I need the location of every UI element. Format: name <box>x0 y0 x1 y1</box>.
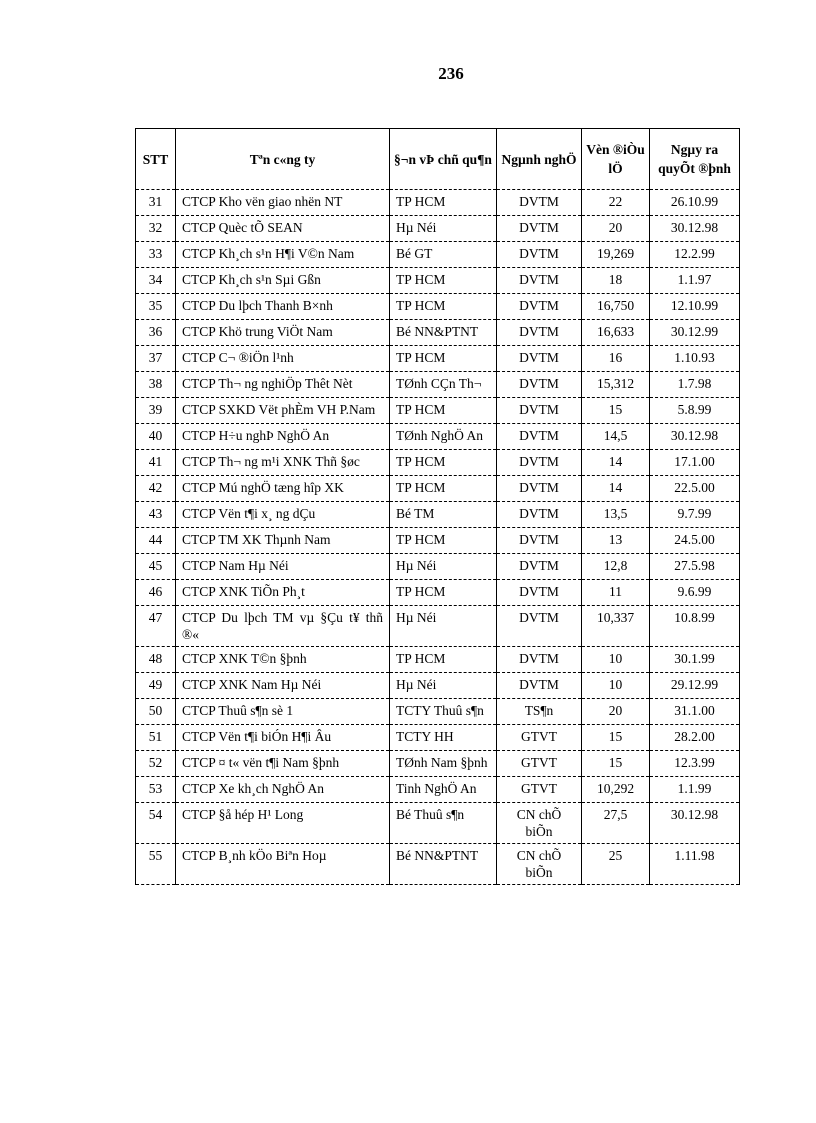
cell-owner: TCTY Thuû s¶n <box>390 699 497 725</box>
table-row <box>136 803 740 844</box>
cell-industry: DVTM <box>497 346 582 372</box>
table-row <box>136 242 740 268</box>
header-capital: Vèn ®iÒu lÖ <box>582 129 650 190</box>
cell-company: CTCP Xe kh¸ch NghÖ An <box>176 777 390 803</box>
cell-owner: TP HCM <box>390 528 497 554</box>
cell-industry: DVTM <box>497 528 582 554</box>
table-row <box>136 320 740 346</box>
cell-industry: DVTM <box>497 242 582 268</box>
cell-stt: 53 <box>136 777 176 803</box>
cell-stt: 32 <box>136 216 176 242</box>
header-stt: STT <box>136 129 176 190</box>
cell-industry: DVTM <box>497 190 582 216</box>
table-row <box>136 528 740 554</box>
cell-owner: TØnh Nam §þnh <box>390 751 497 777</box>
cell-company: CTCP §å hép H¹ Long <box>176 803 390 844</box>
cell-owner: TP HCM <box>390 268 497 294</box>
header-industry: Ngµnh nghÖ <box>497 129 582 190</box>
cell-stt: 55 <box>136 844 176 885</box>
table-row <box>136 190 740 216</box>
table-row <box>136 580 740 606</box>
cell-stt: 35 <box>136 294 176 320</box>
cell-company: CTCP Kh¸ch s¹n H¶i V©n Nam <box>176 242 390 268</box>
table-row <box>136 844 740 885</box>
cell-stt: 34 <box>136 268 176 294</box>
cell-capital: 19,269 <box>582 242 650 268</box>
cell-industry: CN chÕ biÕn <box>497 844 582 885</box>
cell-stt: 51 <box>136 725 176 751</box>
cell-industry: DVTM <box>497 268 582 294</box>
cell-capital: 14 <box>582 450 650 476</box>
cell-date: 29.12.99 <box>650 673 740 699</box>
cell-industry: GTVT <box>497 777 582 803</box>
cell-date: 28.2.00 <box>650 725 740 751</box>
cell-date: 30.12.99 <box>650 320 740 346</box>
cell-capital: 15,312 <box>582 372 650 398</box>
table-row <box>136 554 740 580</box>
table-row <box>136 424 740 450</box>
cell-date: 30.12.98 <box>650 803 740 844</box>
cell-date: 22.5.00 <box>650 476 740 502</box>
cell-industry: DVTM <box>497 398 582 424</box>
header-date: Ngµy ra quyÕt ®þnh <box>650 129 740 190</box>
cell-stt: 42 <box>136 476 176 502</box>
cell-company: CTCP ¤ t« vën t¶i Nam §þnh <box>176 751 390 777</box>
cell-industry: DVTM <box>497 554 582 580</box>
cell-stt: 46 <box>136 580 176 606</box>
cell-capital: 20 <box>582 216 650 242</box>
cell-capital: 10,292 <box>582 777 650 803</box>
header-owner: §¬n vÞ chñ qu¶n <box>390 129 497 190</box>
cell-date: 5.8.99 <box>650 398 740 424</box>
cell-owner: TCTY HH <box>390 725 497 751</box>
cell-industry: DVTM <box>497 424 582 450</box>
cell-owner: Hµ Néi <box>390 606 497 647</box>
page-number: 236 <box>438 64 464 83</box>
cell-owner: Hµ Néi <box>390 554 497 580</box>
cell-industry: DVTM <box>497 294 582 320</box>
cell-company: CTCP Du lþch TM vµ §Çu t¥ thñ ®« <box>176 606 390 647</box>
cell-capital: 20 <box>582 699 650 725</box>
cell-stt: 49 <box>136 673 176 699</box>
cell-date: 1.1.99 <box>650 777 740 803</box>
cell-capital: 10 <box>582 673 650 699</box>
cell-capital: 13,5 <box>582 502 650 528</box>
cell-date: 31.1.00 <box>650 699 740 725</box>
cell-owner: TP HCM <box>390 190 497 216</box>
cell-industry: DVTM <box>497 320 582 346</box>
table-row <box>136 294 740 320</box>
cell-industry: DVTM <box>497 216 582 242</box>
cell-industry: TS¶n <box>497 699 582 725</box>
cell-company: CTCP Kh¸ch s¹n Sµi Gßn <box>176 268 390 294</box>
cell-stt: 38 <box>136 372 176 398</box>
enterprise-table <box>135 128 740 885</box>
table-header-row <box>136 129 740 190</box>
cell-capital: 14,5 <box>582 424 650 450</box>
cell-stt: 52 <box>136 751 176 777</box>
cell-stt: 36 <box>136 320 176 346</box>
cell-owner: TØnh CÇn Th¬ <box>390 372 497 398</box>
cell-stt: 50 <box>136 699 176 725</box>
cell-industry: DVTM <box>497 580 582 606</box>
cell-owner: TP HCM <box>390 580 497 606</box>
cell-capital: 10 <box>582 647 650 673</box>
table-row <box>136 216 740 242</box>
cell-company: CTCP Du lþch Thanh B×nh <box>176 294 390 320</box>
cell-date: 24.5.00 <box>650 528 740 554</box>
cell-capital: 10,337 <box>582 606 650 647</box>
cell-owner: Bé NN&PTNT <box>390 844 497 885</box>
cell-company: CTCP Mú nghÖ tæng hîp XK <box>176 476 390 502</box>
cell-stt: 40 <box>136 424 176 450</box>
table-row <box>136 398 740 424</box>
table-row <box>136 751 740 777</box>
cell-company: CTCP TM XK Thµnh Nam <box>176 528 390 554</box>
table-row <box>136 476 740 502</box>
cell-date: 10.8.99 <box>650 606 740 647</box>
cell-owner: Bé Thuû s¶n <box>390 803 497 844</box>
cell-date: 1.11.98 <box>650 844 740 885</box>
cell-capital: 27,5 <box>582 803 650 844</box>
cell-stt: 45 <box>136 554 176 580</box>
cell-capital: 22 <box>582 190 650 216</box>
cell-capital: 11 <box>582 580 650 606</box>
table-row <box>136 673 740 699</box>
cell-date: 9.6.99 <box>650 580 740 606</box>
cell-owner: Tinh NghÖ An <box>390 777 497 803</box>
header-company: Tªn c«ng ty <box>176 129 390 190</box>
cell-company: CTCP Vën t¶i biÓn H¶i Âu <box>176 725 390 751</box>
cell-date: 1.1.97 <box>650 268 740 294</box>
cell-industry: DVTM <box>497 476 582 502</box>
cell-capital: 16,750 <box>582 294 650 320</box>
table-row <box>136 372 740 398</box>
cell-industry: DVTM <box>497 502 582 528</box>
cell-date: 27.5.98 <box>650 554 740 580</box>
cell-capital: 25 <box>582 844 650 885</box>
cell-company: CTCP Quèc tÕ SEAN <box>176 216 390 242</box>
table-row <box>136 725 740 751</box>
cell-industry: DVTM <box>497 606 582 647</box>
cell-stt: 33 <box>136 242 176 268</box>
cell-owner: TP HCM <box>390 346 497 372</box>
cell-date: 17.1.00 <box>650 450 740 476</box>
cell-industry: DVTM <box>497 372 582 398</box>
cell-date: 26.10.99 <box>650 190 740 216</box>
cell-stt: 44 <box>136 528 176 554</box>
cell-company: CTCP Kho vën giao nhën NT <box>176 190 390 216</box>
table-row <box>136 268 740 294</box>
table-row <box>136 647 740 673</box>
table-row <box>136 502 740 528</box>
cell-owner: TP HCM <box>390 647 497 673</box>
cell-capital: 15 <box>582 751 650 777</box>
cell-company: CTCP XNK T©n §þnh <box>176 647 390 673</box>
cell-capital: 16,633 <box>582 320 650 346</box>
cell-owner: Hµ Néi <box>390 673 497 699</box>
cell-stt: 37 <box>136 346 176 372</box>
table-row <box>136 777 740 803</box>
cell-owner: TP HCM <box>390 294 497 320</box>
cell-stt: 31 <box>136 190 176 216</box>
cell-stt: 43 <box>136 502 176 528</box>
cell-capital: 12,8 <box>582 554 650 580</box>
cell-company: CTCP H÷u nghÞ NghÖ An <box>176 424 390 450</box>
cell-date: 12.3.99 <box>650 751 740 777</box>
cell-stt: 39 <box>136 398 176 424</box>
cell-stt: 47 <box>136 606 176 647</box>
cell-capital: 15 <box>582 398 650 424</box>
cell-owner: Bé GT <box>390 242 497 268</box>
cell-company: CTCP XNK TiÕn Ph¸t <box>176 580 390 606</box>
cell-company: CTCP Thuû s¶n sè 1 <box>176 699 390 725</box>
cell-capital: 13 <box>582 528 650 554</box>
cell-industry: DVTM <box>497 673 582 699</box>
table-row <box>136 450 740 476</box>
cell-capital: 15 <box>582 725 650 751</box>
cell-capital: 14 <box>582 476 650 502</box>
cell-date: 30.12.98 <box>650 216 740 242</box>
cell-capital: 16 <box>582 346 650 372</box>
cell-company: CTCP Vën t¶i x¸ ng dÇu <box>176 502 390 528</box>
cell-company: CTCP XNK Nam Hµ Néi <box>176 673 390 699</box>
cell-owner: Bé NN&PTNT <box>390 320 497 346</box>
cell-industry: DVTM <box>497 450 582 476</box>
cell-date: 1.10.93 <box>650 346 740 372</box>
cell-owner: TP HCM <box>390 398 497 424</box>
cell-company: CTCP C¬ ®iÖn l¹nh <box>176 346 390 372</box>
cell-company: CTCP Th¬ ng m¹i XNK Thñ §øc <box>176 450 390 476</box>
cell-company: CTCP SXKD Vët phÈm VH P.Nam <box>176 398 390 424</box>
cell-industry: DVTM <box>497 647 582 673</box>
cell-industry: GTVT <box>497 725 582 751</box>
table-row <box>136 346 740 372</box>
cell-stt: 48 <box>136 647 176 673</box>
cell-company: CTCP Th¬ ng nghiÖp Thêt Nèt <box>176 372 390 398</box>
cell-owner: TØnh NghÖ An <box>390 424 497 450</box>
cell-owner: Bé TM <box>390 502 497 528</box>
cell-date: 12.10.99 <box>650 294 740 320</box>
table-row <box>136 606 740 647</box>
cell-stt: 41 <box>136 450 176 476</box>
cell-owner: TP HCM <box>390 476 497 502</box>
cell-date: 30.12.98 <box>650 424 740 450</box>
cell-company: CTCP Nam Hµ Néi <box>176 554 390 580</box>
cell-date: 1.7.98 <box>650 372 740 398</box>
cell-owner: Hµ Néi <box>390 216 497 242</box>
table-body <box>136 190 740 885</box>
cell-date: 30.1.99 <box>650 647 740 673</box>
cell-company: CTCP Khö trung ViÖt Nam <box>176 320 390 346</box>
cell-stt: 54 <box>136 803 176 844</box>
cell-industry: GTVT <box>497 751 582 777</box>
cell-capital: 18 <box>582 268 650 294</box>
cell-company: CTCP B¸nh kÖo Biªn Hoµ <box>176 844 390 885</box>
table-row <box>136 699 740 725</box>
cell-date: 12.2.99 <box>650 242 740 268</box>
cell-owner: TP HCM <box>390 450 497 476</box>
cell-industry: CN chÕ biÕn <box>497 803 582 844</box>
cell-date: 9.7.99 <box>650 502 740 528</box>
